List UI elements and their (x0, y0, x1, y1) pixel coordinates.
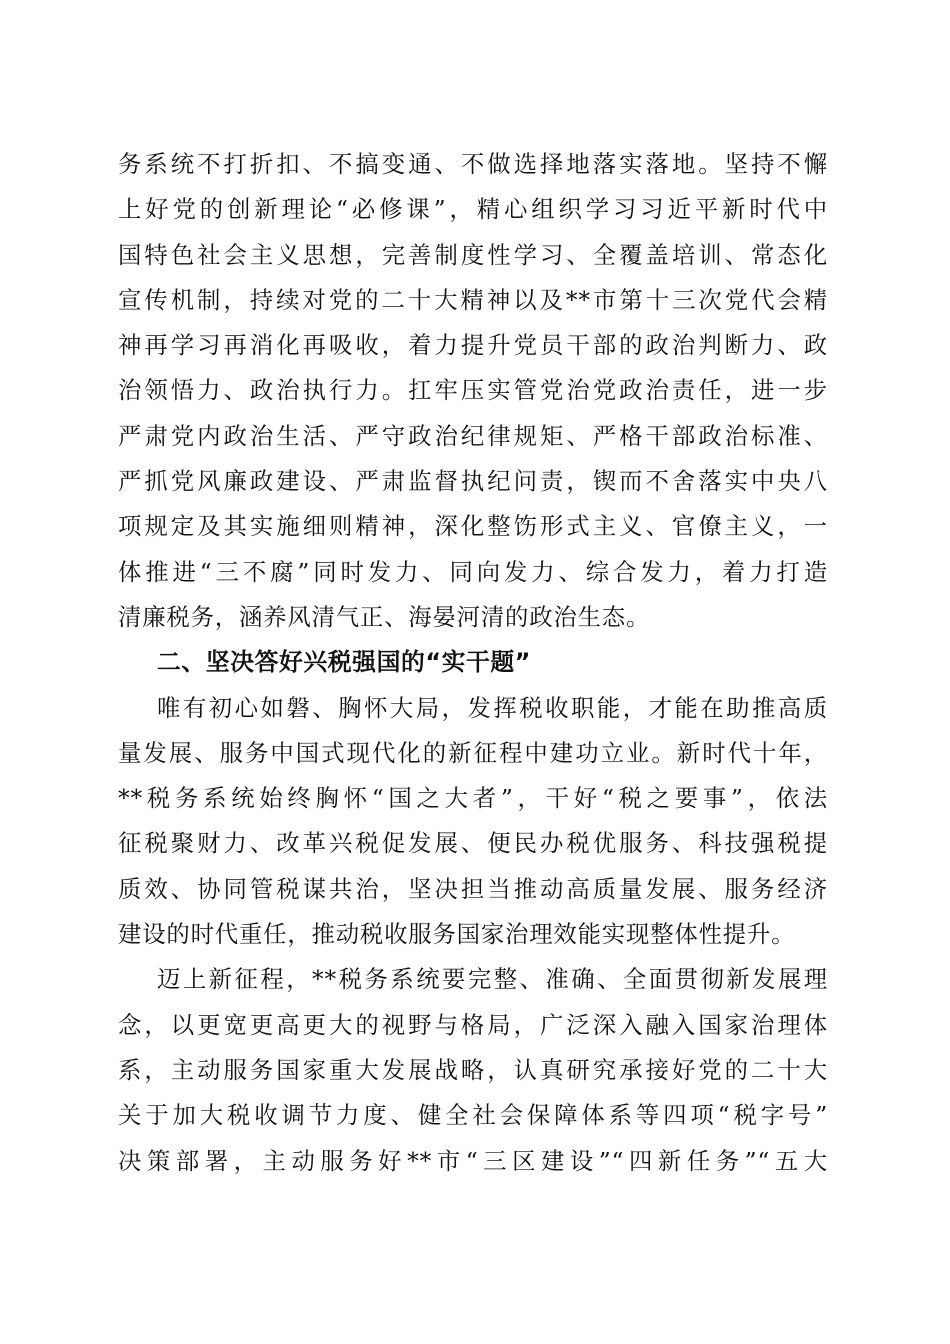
p3-line-3: 系，主动服务国家重大发展战略，认真研究承接好党的二十大 (118, 1055, 828, 1084)
p3-line-5: 决策部署，主动服务好**市“三区建设”“四新任务”“五大 (118, 1146, 828, 1175)
p1-line-9: 项规定及其实施细则精神，深化整饬形式主义、官僚主义，一 (118, 512, 828, 541)
p3-line-4: 关于加大税收调节力度、健全社会保障体系等四项“税字号” (118, 1101, 828, 1130)
p1-line-8: 严抓党风廉政建设、严肃监督执纪问责，锲而不舍落实中央八 (118, 467, 828, 496)
document-body (118, 142, 828, 1184)
section-heading: 二、坚决答好兴税强国的“实干题” (157, 648, 532, 677)
p2-line-1: 唯有初心如磐、胸怀大局，发挥税收职能，才能在助推高质 (157, 693, 828, 722)
p2-line-2: 量发展、服务中国式现代化的新征程中建功立业。新时代十年， (118, 738, 828, 767)
p1-line-3: 国特色社会主义思想，完善制度性学习、全覆盖培训、常态化 (118, 240, 828, 269)
p1-line-7: 严肃党内政治生活、严守政治纪律规矩、严格干部政治标准、 (118, 421, 828, 450)
p2-line-4: 征税聚财力、改革兴税促发展、便民办税优服务、科技强税提 (118, 829, 828, 858)
p1-line-6: 治领悟力、政治执行力。扛牢压实管党治党政治责任，进一步 (118, 376, 828, 405)
p1-line-2: 上好党的创新理论“必修课”，精心组织学习习近平新时代中 (118, 195, 828, 224)
p1-line-4: 宣传机制，持续对党的二十大精神以及**市第十三次党代会精 (118, 285, 828, 314)
p2-line-3: **税务系统始终胸怀“国之大者”，干好“税之要事”，依法 (118, 784, 828, 813)
p1-line-5: 神再学习再消化再吸收，着力提升党员干部的政治判断力、政 (118, 331, 828, 360)
p2-line-5: 质效、协同管税谋共治，坚决担当推动高质量发展、服务经济 (118, 874, 828, 903)
p1-line-1: 务系统不打折扣、不搞变通、不做选择地落实落地。坚持不懈 (118, 150, 828, 178)
p1-line-10: 体推进“三不腐”同时发力、同向发力、综合发力，着力打造 (118, 557, 828, 586)
p2-line-6: 建设的时代重任，推动税收服务国家治理效能实现整体性提升。 (118, 920, 796, 949)
p1-line-11: 清廉税务，涵养风清气正、海晏河清的政治生态。 (118, 602, 651, 631)
p3-line-1: 迈上新征程，**税务系统要完整、准确、全面贯彻新发展理 (157, 965, 828, 994)
p3-line-2: 念，以更宽更高更大的视野与格局，广泛深入融入国家治理体 (118, 1010, 828, 1039)
